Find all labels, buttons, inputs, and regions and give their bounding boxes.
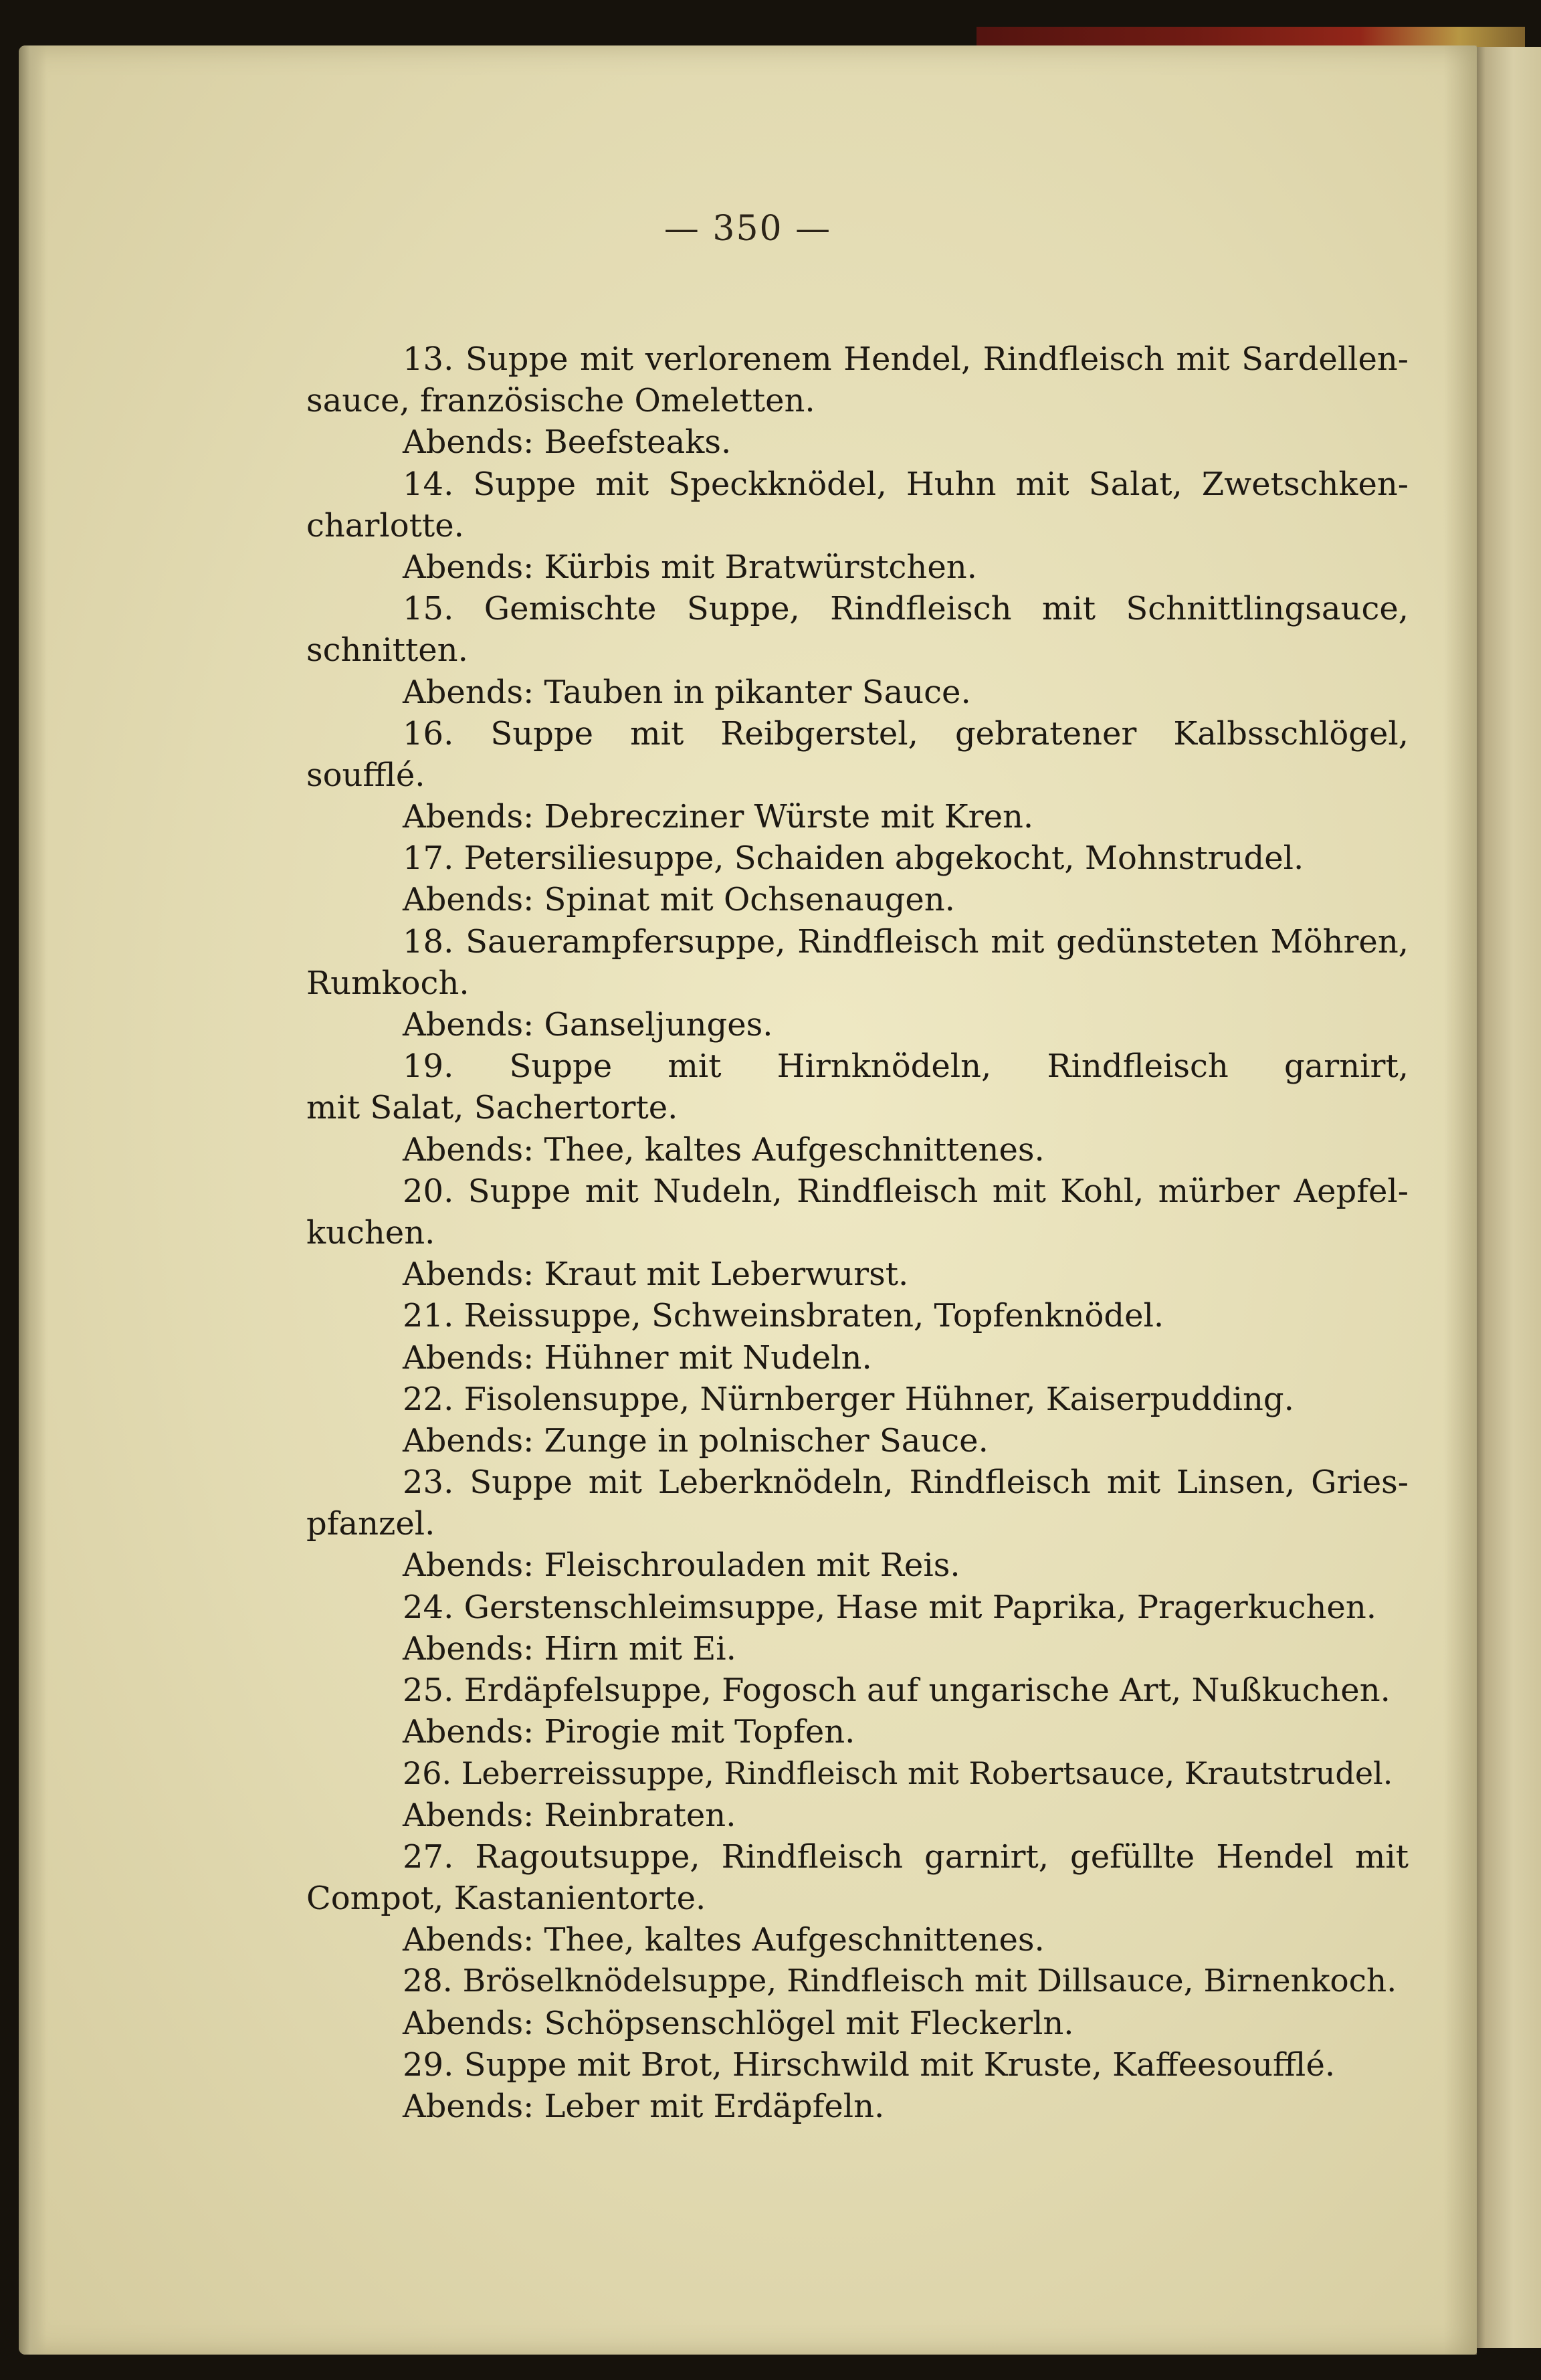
menu-line: schnitten. <box>306 631 468 670</box>
menu-line: charlotte. <box>306 506 464 544</box>
menu-line: 29. Suppe mit Brot, Hirschwild mit Kruste, Kaffeesoufflé. <box>403 2046 1336 2084</box>
menu-line: Abends: Schöpsenschlögel mit Fleckerln. <box>403 2004 1074 2042</box>
menu-list <box>306 338 1409 2127</box>
menu-line: 13. Suppe mit verlorenem Hendel, Rindfleisch mit Sardellen- <box>403 340 1409 378</box>
menu-line: Abends: Tauben in pikanter Sauce. <box>403 673 971 711</box>
menu-line: 20. Suppe mit Nudeln, Rindfleisch mit Kohl, mürber Aepfel- <box>403 1172 1409 1210</box>
menu-line: 28. Bröselknödelsuppe, Rindfleisch mit Dillsauce, Birnenkoch. <box>403 1963 1397 2000</box>
menu-line: Abends: Hühner mit Nudeln. <box>403 1338 872 1377</box>
menu-line: Abends: Spinat mit Ochsenaugen. <box>403 881 955 919</box>
menu-line: Abends: Debrecziner Würste mit Kren. <box>403 798 1034 836</box>
menu-line: Abends: Kraut mit Leberwurst. <box>403 1256 909 1294</box>
menu-line: Abends: Reinbraten. <box>403 1796 736 1834</box>
menu-line: 19. Suppe mit Hirnknödeln, Rindfleisch garnirt, <box>403 1048 1409 1086</box>
page-gutter <box>19 45 47 2355</box>
menu-line: Abends: Thee, kaltes Aufgeschnittenes. <box>403 1130 1045 1169</box>
menu-line: Compot, Kastanientorte. <box>306 1879 706 1917</box>
menu-line: Abends: Pirogie mit Topfen. <box>403 1713 855 1751</box>
menu-line: 26. Leberreissuppe, Rindfleisch mit Robertsauce, Krautstrudel. <box>403 1755 1393 1792</box>
menu-line: sauce, französische Omeletten. <box>306 382 815 420</box>
menu-line: Abends: Beefsteaks. <box>403 423 732 462</box>
menu-line: Abends: Kürbis mit Bratwürstchen. <box>403 548 977 586</box>
facing-page-edge <box>1471 47 1541 2348</box>
menu-line: Abends: Fleischrouladen mit Reis. <box>403 1547 960 1585</box>
menu-line: pfanzel. <box>306 1505 435 1543</box>
menu-line: 24. Gerstenschleimsuppe, Hase mit Paprika, Pragerkuchen. <box>403 1588 1377 1626</box>
menu-line: 23. Suppe mit Leberknödeln, Rindfleisch mit Linsen, Gries- <box>403 1464 1409 1502</box>
menu-line: Abends: Thee, kaltes Aufgeschnittenes. <box>403 1921 1045 1959</box>
menu-line: 21. Reissuppe, Schweinsbraten, Topfenknödel. <box>403 1297 1164 1335</box>
menu-line: 15. Gemischte Suppe, Rindfleisch mit Schnittlingsauce, <box>403 590 1409 628</box>
menu-line: 17. Petersiliesuppe, Schaiden abgekocht, Mohnstrudel. <box>403 839 1304 878</box>
menu-line: Abends: Ganseljunges. <box>403 1006 773 1044</box>
menu-line: 25. Erdäpfelsuppe, Fogosch auf ungarische Art, Nußkuchen. <box>403 1672 1391 1709</box>
menu-line: 18. Sauerampfersuppe, Rindfleisch mit gedünsteten Möhren, <box>403 922 1409 961</box>
menu-line: 27. Ragoutsuppe, Rindfleisch garnirt, gefüllte Hendel mit <box>403 1838 1409 1876</box>
page-edge-shadow <box>1443 45 1477 2355</box>
menu-line: Abends: Zunge in polnischer Sauce. <box>403 1421 989 1460</box>
menu-line: 16. Suppe mit Reibgerstel, gebratener Kalbsschlögel, <box>403 714 1409 753</box>
menu-line: kuchen. <box>306 1213 435 1252</box>
menu-line: Abends: Leber mit Erdäpfeln. <box>403 2087 885 2125</box>
menu-line: Rumkoch. <box>306 964 470 1002</box>
book-page <box>19 45 1477 2355</box>
menu-line: 22. Fisolensuppe, Nürnberger Hühner, Kaiserpudding. <box>403 1380 1294 1418</box>
menu-line: 14. Suppe mit Speckknödel, Huhn mit Salat, Zwetschken- <box>403 465 1409 503</box>
menu-line: mit Salat, Sachertorte. <box>306 1089 678 1127</box>
menu-line: soufflé. <box>306 756 425 794</box>
page-number: — 350 — <box>663 209 832 249</box>
menu-line: Abends: Hirn mit Ei. <box>403 1629 736 1668</box>
